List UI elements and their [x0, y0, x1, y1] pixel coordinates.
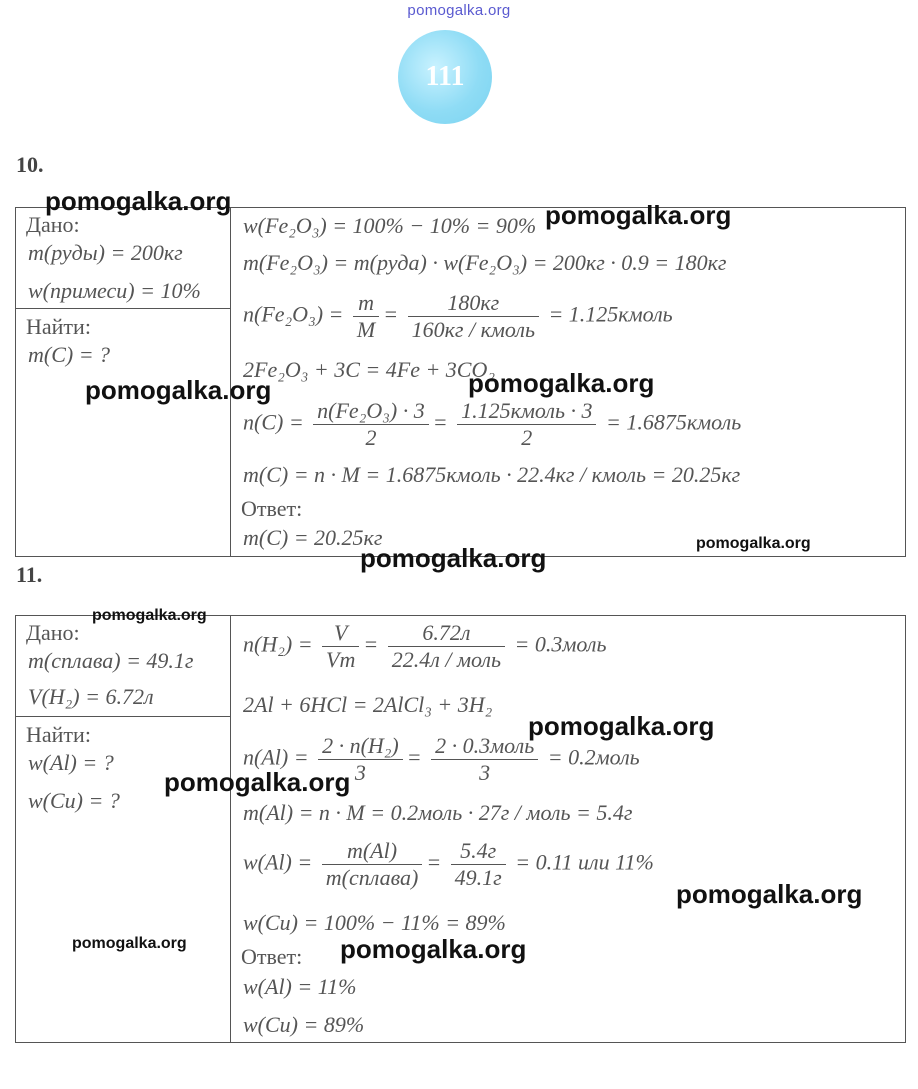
fraction — [322, 620, 359, 673]
fraction-numerator: m(Al) — [322, 838, 423, 865]
solution-line: n(H₂) = $\frac{V}{Vm}$ = $\frac{6.72л}{\text{22.4л / моль}}$ = 0.3моль — [243, 620, 607, 672]
fraction — [431, 733, 538, 786]
fraction-numerator: 2 · 0.3моль — [431, 733, 538, 760]
problem-11-table — [15, 615, 906, 1043]
formula-left: n(C) = — [243, 409, 304, 435]
solution-line: n(Fe₂O₃) = $\frac{m}{M}$ = $\frac{180кг}{\text{160кг / кмоль}}$ = 1.125кмоль — [243, 290, 673, 342]
fraction — [353, 290, 379, 343]
formula-left: w(Al) = — [243, 849, 313, 875]
fraction — [313, 398, 429, 451]
fraction-denominator: 160кг / кмоль — [411, 317, 535, 342]
formula-left: n(Al) = — [243, 744, 309, 770]
answer-label: Ответ: — [241, 496, 303, 521]
fraction-denominator: 3 — [479, 760, 491, 785]
fraction-numerator: 180кг — [408, 290, 539, 317]
solution-line: m(Fe₂O₃) = m(руда) · w(Fe₂O₃) = 200кг · 0.9 = 180кг — [243, 250, 727, 275]
formula-right: = 1.6875кмоль — [605, 409, 742, 435]
solution-line: m(C) = n · M = 1.6875кмоль · 22.4кг / кмоль = 20.25кг — [243, 462, 741, 487]
watermark: pomogalka.org — [528, 711, 715, 741]
watermark: pomogalka.org — [340, 934, 527, 964]
formula-right: = 1.125кмоль — [548, 301, 673, 327]
watermark: pomogalka.org — [45, 186, 232, 216]
watermark: pomogalka.org — [696, 535, 811, 552]
site-header-link[interactable]: pomogalka.org — [407, 2, 511, 19]
fraction-denominator: m(сплава) — [325, 865, 419, 890]
fraction-numerator: 1.125кмоль · 3 — [457, 398, 596, 425]
answer-value: w(Al) = 11% — [243, 974, 357, 999]
given-item: w(примеси) = 10% — [28, 278, 201, 303]
fraction-denominator: M — [356, 317, 376, 342]
find-item: w(Cu) = ? — [28, 788, 120, 813]
formula-left: n(Fe₂O₃) = — [243, 301, 344, 327]
given-label: Дано: — [26, 620, 80, 645]
solution-line: w(Fe₂O₃) = 100% − 10% = 90% — [243, 213, 537, 238]
solution-line: 2Al + 6HCl = 2AlCl₃ + 3H₂ — [243, 692, 493, 717]
find-item: w(Al) = ? — [28, 750, 114, 775]
fraction-denominator: Vm — [326, 647, 356, 672]
watermark: pomogalka.org — [85, 375, 272, 405]
formula-right: = 0.3моль — [514, 631, 607, 657]
watermark: pomogalka.org — [92, 607, 207, 624]
solution-line: n(Al) = $\frac{\text{2 · n(H₂)}}{3}$ = $\frac{\text{2 · 0.3моль}}{3}$ = 0.2моль — [243, 733, 640, 785]
formula-right: = 0.11 или 11% — [515, 849, 654, 875]
watermark: pomogalka.org — [676, 879, 863, 909]
fraction-denominator: 2 — [365, 425, 377, 450]
fraction-denominator: 22.4л / моль — [391, 647, 502, 672]
fraction-denominator: 3 — [354, 760, 366, 785]
fraction-numerator: 6.72л — [388, 620, 505, 647]
fraction-denominator: 2 — [521, 425, 533, 450]
answer-label: Ответ: — [241, 944, 303, 969]
given-item: m(руды) = 200кг — [28, 240, 183, 265]
fraction-numerator: n(Fe₂O₃) · 3 — [313, 398, 429, 425]
fraction-numerator: V — [322, 620, 359, 647]
watermark: pomogalka.org — [72, 935, 187, 952]
solution-line: w(Al) = $\frac{m(Al)}{\text{m(сплава)}}$ = $\frac{5.4г}{49.1г}$ = 0.11 или 11% — [243, 838, 654, 890]
solution-line: 2Fe₂O₃ + 3C = 4Fe + 3CO₂ — [243, 357, 496, 382]
find-label: Найти: — [26, 722, 91, 747]
formula-right: = 0.2моль — [547, 744, 640, 770]
problem-10-number: 10. — [16, 152, 44, 177]
fraction — [388, 620, 505, 673]
watermark: pomogalka.org — [545, 200, 732, 230]
fraction — [322, 838, 423, 891]
fraction-numerator: 2 · n(H₂) — [318, 733, 403, 760]
answer-value: w(Cu) = 89% — [243, 1012, 365, 1037]
watermark: pomogalka.org — [468, 368, 655, 398]
answer-value: m(C) = 20.25кг — [243, 525, 383, 550]
solution-line: m(Al) = n · M = 0.2моль · 27г / моль = 5.4г — [243, 800, 633, 825]
given-label: Дано: — [26, 212, 80, 237]
solution-line: w(Cu) = 100% − 11% = 89% — [243, 910, 506, 935]
watermark: pomogalka.org — [164, 767, 351, 797]
find-item: m(C) = ? — [28, 342, 111, 367]
fraction-denominator: 49.1г — [454, 865, 502, 890]
page-number-badge: 111 — [398, 30, 492, 124]
find-label: Найти: — [26, 314, 91, 339]
fraction — [451, 838, 506, 891]
fraction — [408, 290, 539, 343]
fraction-numerator: m — [353, 290, 379, 317]
given-item: m(сплава) = 49.1г — [28, 648, 194, 673]
formula-left: n(H₂) = — [243, 631, 313, 657]
fraction-numerator: 5.4г — [451, 838, 506, 865]
fraction — [457, 398, 596, 451]
solution-line: n(C) = $\frac{\text{n(Fe₂O₃) · 3}}{2}$ = $\frac{\text{1.125кмоль · 3}}{2}$ = 1.6875кмоль — [243, 398, 742, 450]
problem-11-number: 11. — [16, 562, 43, 587]
watermark: pomogalka.org — [360, 543, 547, 573]
given-item: V(H₂) = 6.72л — [28, 684, 154, 709]
